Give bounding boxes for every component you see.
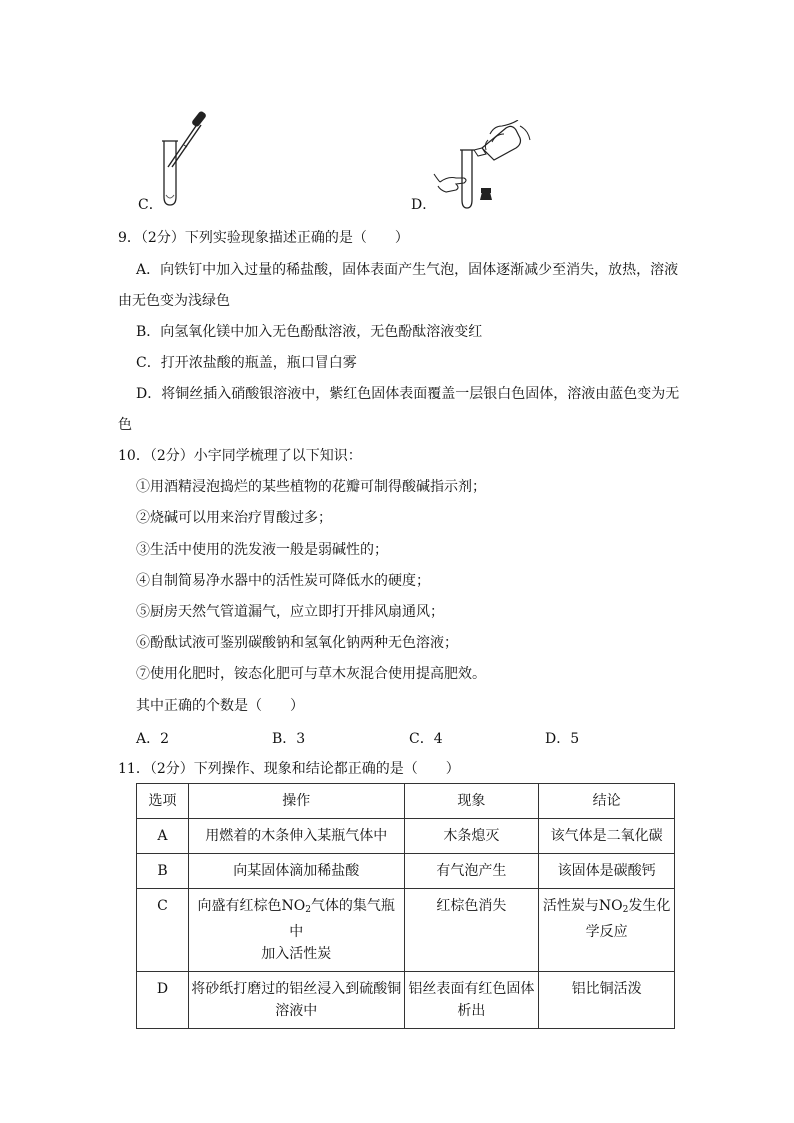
table-row	[137, 889, 675, 972]
subscript: 2	[305, 905, 311, 915]
row-c-operation	[188, 889, 404, 972]
header-option: 选项	[137, 784, 189, 819]
row-a-operation: 用燃着的木条伸入某瓶气体中	[188, 819, 404, 854]
row-b-operation: 向某固体滴加稀盐酸	[188, 854, 404, 889]
figure-d	[412, 120, 532, 215]
q9-option-d-cont: 色	[118, 417, 132, 433]
q10-item: ①用酒精浸泡捣烂的某些植物的花瓣可制得酸碱指示剂；	[136, 479, 486, 495]
table-row	[137, 819, 675, 854]
header-operation: 操作	[188, 784, 404, 819]
row-c-phenomenon: 红棕色消失	[404, 889, 539, 972]
row-a-option: A	[137, 819, 189, 854]
row-b-phenomenon: 有气泡产生	[404, 854, 539, 889]
row-d-conclusion: 铝比铜活泼	[539, 972, 675, 1029]
figure-c-label: C．	[138, 197, 163, 213]
q10-item: ⑦使用化肥时，铵态化肥可与草木灰混合使用提高肥效。	[136, 666, 486, 682]
row-d-phenomenon-line1: 铝丝表面有红色固体	[408, 981, 535, 997]
row-b-option: B	[137, 854, 189, 889]
row-c-operation-line2: 加入活性炭	[261, 946, 332, 962]
row-d-phenomenon-line2: 析出	[457, 1003, 486, 1019]
q10-item: ⑤厨房天然气管道漏气，应立即打开排风扇通风；	[136, 604, 444, 620]
q10-stem: 10．（2分）小宇同学梳理了以下知识：	[118, 448, 362, 464]
row-c-conclusion	[539, 889, 675, 972]
row-d-option: D	[137, 972, 189, 1029]
q11-table	[136, 783, 675, 1029]
row-c-conclusion-line2: 学反应	[585, 924, 628, 940]
figure-d-label: D．	[411, 197, 437, 213]
row-d-operation	[188, 972, 404, 1029]
q9-option-d: D．将铜丝插入硝酸银溶液中，紫红色固体表面覆盖一层银白色固体，溶液由蓝色变为无	[136, 386, 680, 402]
q10-choice-c[interactable]: C．4	[409, 731, 443, 747]
row-d-operation-line2: 溶液中	[275, 1003, 318, 1019]
q10-item: ②烧碱可以用来治疗胃酸过多；	[136, 510, 332, 526]
header-conclusion: 结论	[539, 784, 675, 819]
q10-choice-d[interactable]: D．5	[545, 731, 580, 747]
header-phenomenon: 现象	[404, 784, 539, 819]
row-d-operation-line1: 将砂纸打磨过的铝丝浸入到硫酸铜	[191, 981, 402, 997]
row-c-operation-text: 向盛有红棕色NO	[197, 898, 306, 914]
table-row	[137, 972, 675, 1029]
row-c-conclusion-text: 活性炭与NO	[542, 898, 623, 914]
q9-option-b: B．向氢氧化镁中加入无色酚酞溶液，无色酚酞溶液变红	[136, 324, 483, 340]
q10-choice-b[interactable]: B．3	[272, 731, 306, 747]
q11-stem: 11．（2分）下列操作、现象和结论都正确的是（ ）	[118, 761, 460, 777]
row-c-option: C	[137, 889, 189, 972]
figure-c	[138, 105, 230, 215]
row-a-conclusion: 该气体是二氧化碳	[539, 819, 675, 854]
row-d-phenomenon	[404, 972, 539, 1029]
row-b-conclusion: 该固体是碳酸钙	[539, 854, 675, 889]
row-c-conclusion-text-post: 发生化	[628, 898, 671, 914]
q10-item: ③生活中使用的洗发液一般是弱碱性的；	[136, 542, 388, 558]
q9-option-a: A．向铁钉中加入过量的稀盐酸，固体表面产生气泡，固体逐渐减少至消失，放热，溶液	[136, 262, 679, 278]
q10-question: 其中正确的个数是（ ）	[136, 698, 304, 714]
q10-item: ⑥酚酞试液可鉴别碳酸钠和氢氧化钠两种无色溶液；	[136, 635, 458, 651]
row-a-phenomenon: 木条熄灭	[404, 819, 539, 854]
row-c-operation-text-post: 气体的集气瓶中	[289, 898, 395, 940]
table-header-row	[137, 784, 675, 819]
q10-item: ④自制简易净水器中的活性炭可降低水的硬度；	[136, 573, 430, 589]
subscript: 2	[622, 905, 629, 915]
q9-option-a-cont: 由无色变为浅绿色	[118, 293, 230, 309]
q10-choice-a[interactable]: A．2	[136, 731, 170, 747]
q9-option-c: C．打开浓盐酸的瓶盖，瓶口冒白雾	[136, 355, 357, 371]
q9-stem: 9．（2分）下列实验现象描述正确的是（ ）	[118, 230, 409, 246]
table-row	[137, 854, 675, 889]
